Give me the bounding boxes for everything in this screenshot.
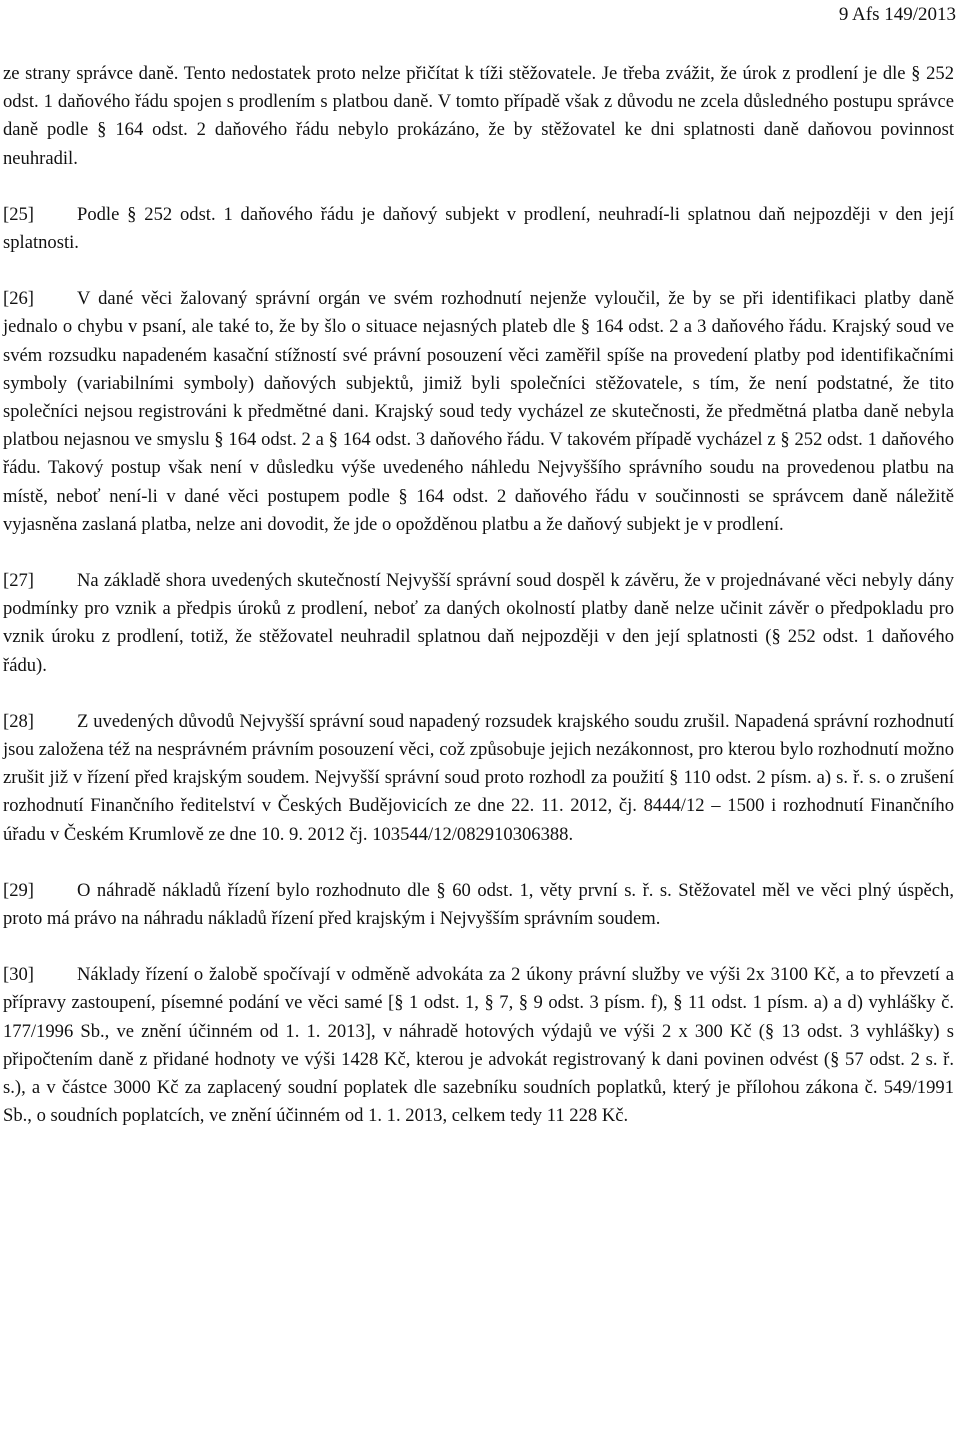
paragraph-continuation: [3, 60, 954, 173]
paragraph-28: [3, 708, 954, 849]
paragraph-text: Z uvedených důvodů Nejvyšší správní soud napadený rozsudek krajského soudu zrušil. Napadená správní rozhodnutí jsou založena též na nesprávném právním posouzení věci, což způsobuje jejich nezákonnost, pro kterou bylo rozhodnutí možno zrušit již v řízení před krajským soudem. Nejvyšší správní soud proto rozhodl za použití § 110 odst. 2 písm. a) s. ř. s. o zrušení rozhodnutí Finančního ředitelství v Českých Budějovicích ze dne 22. 11. 2012, čj. 8444/12 – 1500 i rozhodnutí Finančního úřadu v Českém Krumlově ze dne 10. 9. 2012 čj. 103544/12/082910306388.: [3, 710, 954, 845]
paragraph-text: ze strany správce daně. Tento nedostatek proto nelze přičítat k tíži stěžovatele. Je třeba zvážit, že úrok z prodlení je dle § 252 odst. 1 daňového řádu spojen s prodlením s platbou daně. V tomto případě však z důvodu ne zcela důsledného postupu správce daně podle § 164 odst. 2 daňového řádu nebylo prokázáno, že by stěžovatel ke dni splatnosti daně daňovou povinnost neuhradil.: [3, 63, 954, 169]
paragraph-25: [3, 201, 954, 257]
paragraph-26: [3, 285, 954, 539]
paragraph-text: Na základě shora uvedených skutečností Nejvyšší správní soud dospěl k závěru, že v projednávané věci nebyly dány podmínky pro vznik a předpis úroků z prodlení, neboť za daných okolností platby daně nelze učinit závěr o předpokladu pro vznik úroku z prodlení, totiž, že stěžovatel neuhradil splatnou daň nejpozději v den její splatnosti (§ 252 odst. 1 daňového řádu).: [3, 570, 954, 676]
paragraph-number: [26]: [3, 288, 34, 310]
paragraph-number: [28]: [3, 710, 34, 732]
document-body: [3, 60, 954, 1159]
paragraph-number: [25]: [3, 203, 34, 225]
paragraph-number: [29]: [3, 879, 34, 901]
paragraph-text: Náklady řízení o žalobě spočívají v odměně advokáta za 2 úkony právní služby ve výši 2x 3100 Kč, a to převzetí a přípravy zastoupení, písemné podání ve věci samé [§ 1 odst. 1, § 7, § 9 odst. 3 písm. f), § 11 odst. 1 písm. a) a d) vyhlášky č. 177/1996 Sb., ve znění účinném od 1. 1. 2013], v náhradě hotových výdajů ve výši 2 x 300 Kč (§ 13 odst. 3 vyhlášky) s připočtením daně z přidané hodnoty ve výši 1428 Kč, kterou je advokát registrovaný k dani povinen odvést (§ 57 odst. 2 s. ř. s.), a v částce 3000 Kč za zaplacený soudní poplatek dle sazebníku soudních poplatků, který je přílohou zákona č. 549/1991 Sb., o soudních poplatcích, ve znění účinném od 1. 1. 2013, celkem tedy 11 228 Kč.: [3, 964, 954, 1127]
paragraph-number: [30]: [3, 964, 34, 986]
paragraph-27: [3, 567, 954, 680]
paragraph-text: V dané věci žalovaný správní orgán ve svém rozhodnutí nejenže vyloučil, že by se při identifikaci platby daně jednalo o chybu v psaní, ale také to, že by šlo o situace nejasných plateb dle § 164 odst. 2 a 3 daňového řádu. Krajský soud ve svém rozsudku napadeném kasační stížností své právní posouzení věci zaměřil spíše na provedení platby pod identifikačními symboly (variabilními symboly) daňových subjektů, jimiž byli společníci stěžovatele, s tím, že není podstatné, že tito společníci nejsou registrováni k předmětné dani. Krajský soud tedy vycházel ze skutečnosti, že předmětná platba daně nebyla platbou nejasnou ve smyslu § 164 odst. 2 a § 164 odst. 3 daňového řádu. V takovém případě vycházel z § 252 odst. 1 daňového řádu. Takový postup však není v důsledku výše uvedeného náhledu Nejvyššího správního soudu na provedenou platbu na místě, neboť není-li v dané věci postupem podle § 164 odst. 2 daňového řádu v součinnosti se správcem daně náležitě vyjasněna zaslaná platba, nelze ani dovodit, že jde o opožděnou platbu a že daňový subjekt je v prodlení.: [3, 288, 954, 535]
page-header-case-number: 9 Afs 149/2013: [838, 4, 956, 25]
paragraph-text: Podle § 252 odst. 1 daňového řádu je daňový subjekt v prodlení, neuhradí-li splatnou daň nejpozději v den její splatnosti.: [3, 203, 954, 254]
paragraph-30: [3, 961, 954, 1130]
paragraph-text: O náhradě nákladů řízení bylo rozhodnuto dle § 60 odst. 1, věty první s. ř. s. Stěžovatel měl ve věci plný úspěch, proto má právo na náhradu nákladů řízení před krajským i Nejvyšším správním soudem.: [3, 879, 954, 930]
paragraph-number: [27]: [3, 570, 34, 592]
paragraph-29: [3, 877, 954, 933]
